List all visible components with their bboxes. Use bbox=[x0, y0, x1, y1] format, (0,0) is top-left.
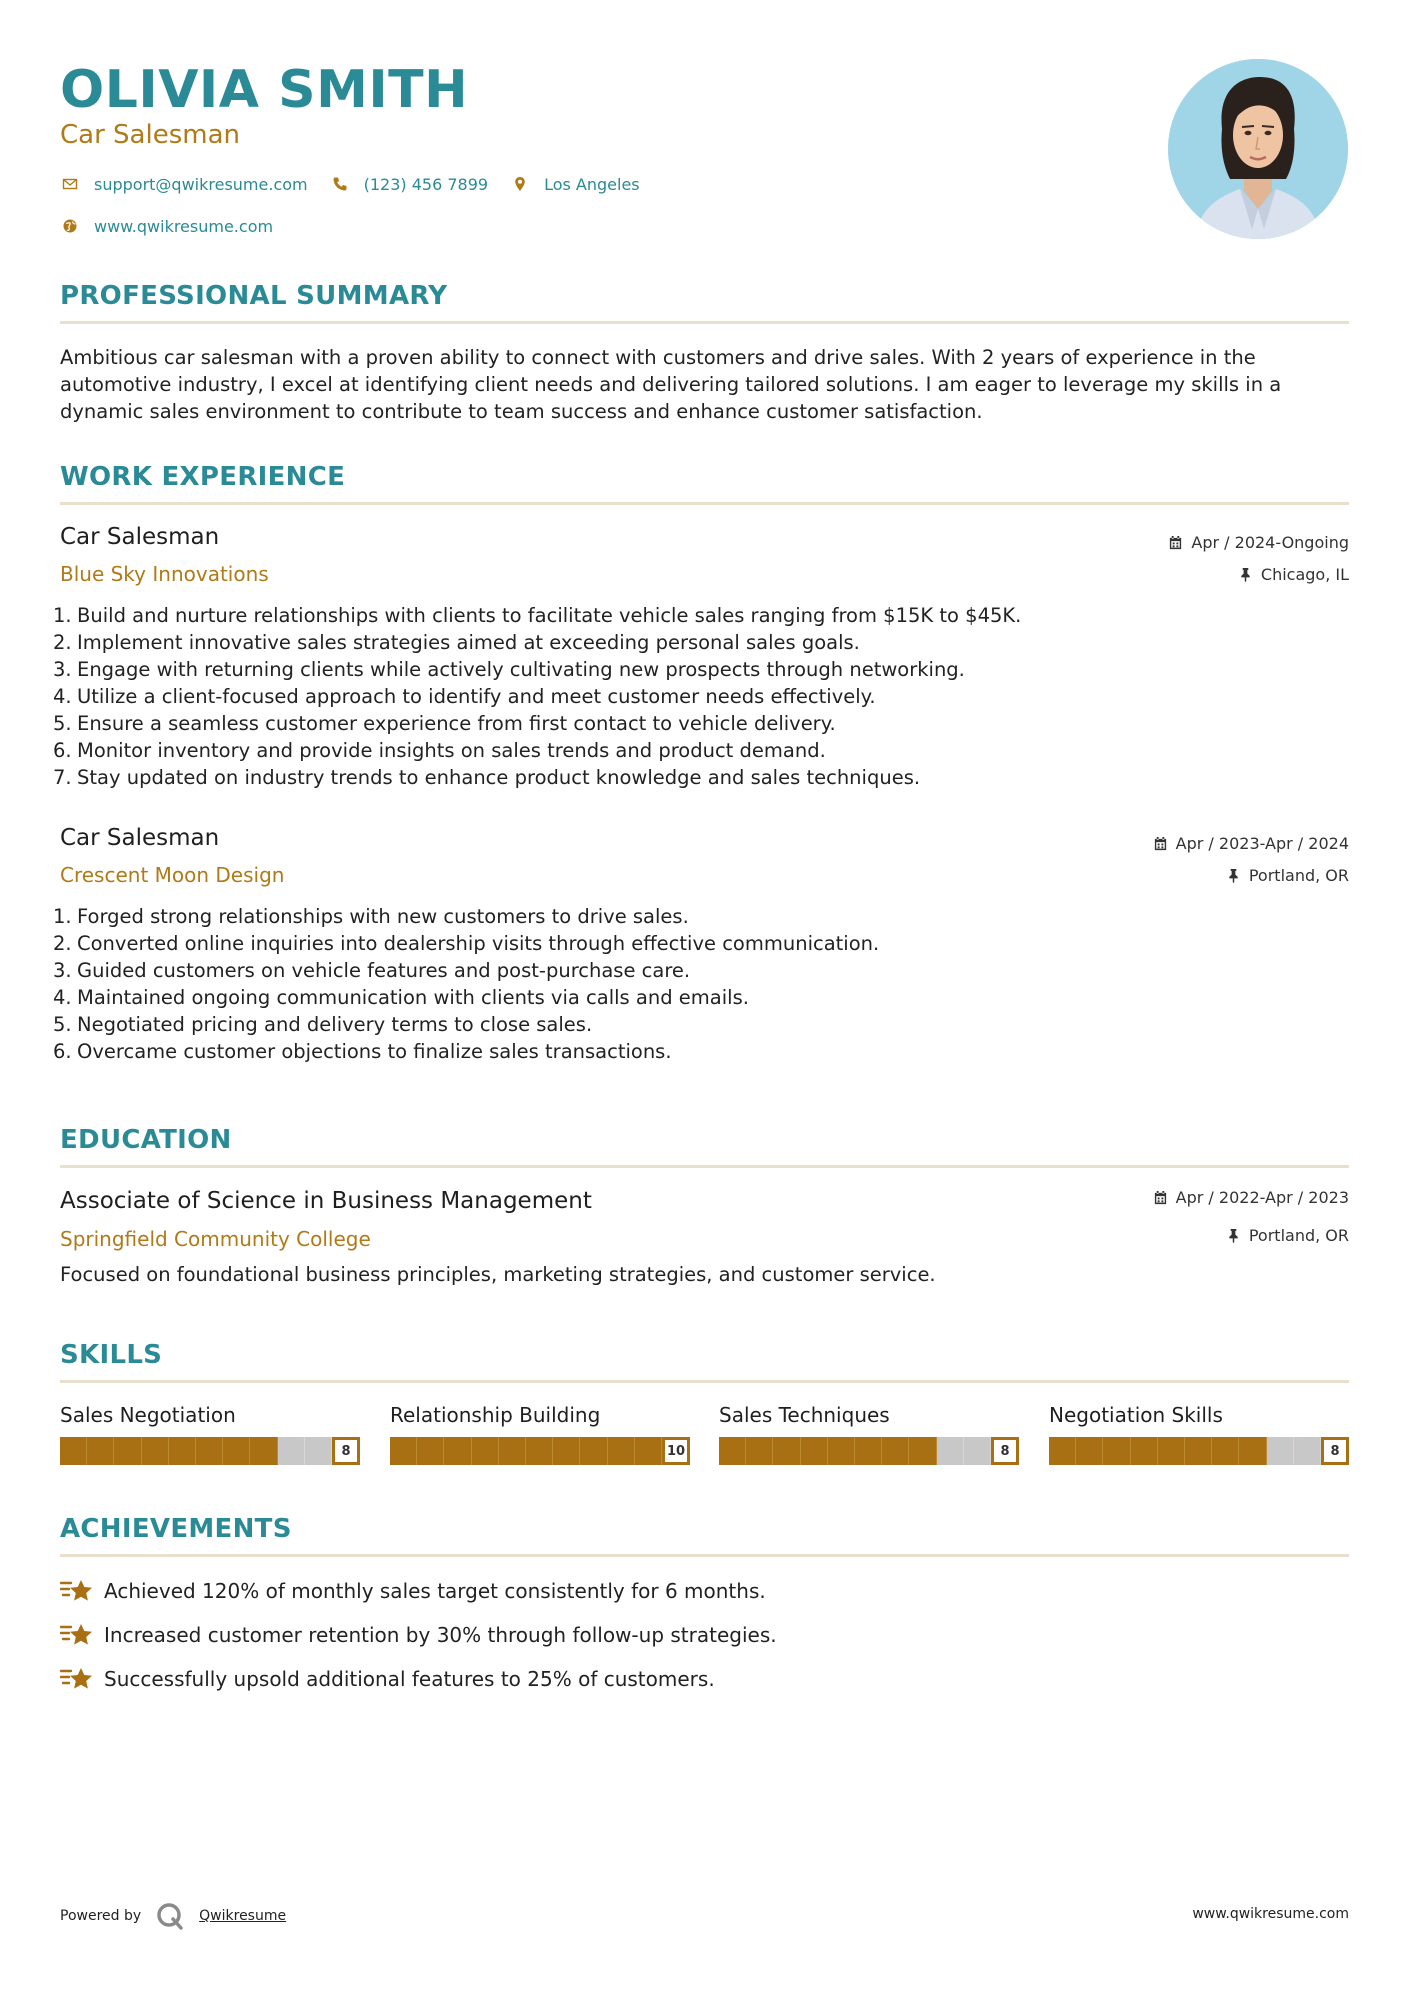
list-item: 4. Maintained ongoing communication with clients via calls and emails. bbox=[53, 986, 749, 1009]
phone-icon bbox=[330, 174, 350, 194]
skill-bar-segment bbox=[114, 1437, 141, 1465]
contact-row bbox=[60, 174, 662, 194]
list-item: 3. Guided customers on vehicle features and post-purchase care. bbox=[53, 959, 691, 982]
list-item: 5. Negotiated pricing and delivery terms to close sales. bbox=[53, 1013, 593, 1036]
skill-item bbox=[719, 1403, 1019, 1465]
school-name: Springfield Community College bbox=[60, 1227, 371, 1251]
qwikresume-link[interactable]: Qwikresume bbox=[199, 1908, 287, 1924]
skill-bar-segment bbox=[142, 1437, 169, 1465]
list-item: 2. Converted online inquiries into dealership visits through effective communication. bbox=[53, 932, 880, 955]
job-title: Car Salesman bbox=[60, 825, 220, 851]
experience-heading: WORK EXPERIENCE bbox=[60, 462, 346, 492]
skill-bar-segment bbox=[964, 1437, 991, 1465]
job-bullets bbox=[53, 602, 1349, 791]
job-dates bbox=[1153, 834, 1349, 853]
skill-name: Sales Negotiation bbox=[60, 1403, 236, 1427]
skill-item bbox=[390, 1403, 690, 1465]
skill-bar-segment bbox=[553, 1437, 580, 1465]
skill-bar-segment bbox=[1294, 1437, 1321, 1465]
skill-item bbox=[1049, 1403, 1349, 1465]
pushpin-icon bbox=[1226, 1228, 1241, 1243]
skills-heading: SKILLS bbox=[60, 1340, 163, 1370]
phone-contact[interactable] bbox=[330, 174, 488, 194]
achievement-item bbox=[60, 1665, 715, 1693]
job-location bbox=[1226, 866, 1349, 885]
list-item: 1. Build and nurture relationships with clients to facilitate vehicle sales ranging from $15K to $45K. bbox=[53, 604, 1022, 627]
section-divider bbox=[60, 1380, 1349, 1383]
phone-text[interactable]: (123) 456 7899 bbox=[363, 174, 489, 194]
skill-name: Sales Techniques bbox=[719, 1403, 890, 1427]
skill-bar-segment bbox=[526, 1437, 553, 1465]
calendar-icon bbox=[1153, 1190, 1168, 1205]
skill-bar-segment bbox=[87, 1437, 114, 1465]
skill-bar-segment bbox=[196, 1437, 223, 1465]
profile-photo bbox=[1168, 59, 1348, 239]
skill-bar-segment bbox=[305, 1437, 332, 1465]
skill-bar-segment bbox=[1185, 1437, 1212, 1465]
skill-score: 8 bbox=[1321, 1437, 1349, 1465]
resume-page bbox=[53, 0, 1349, 1990]
skill-bar-segment bbox=[444, 1437, 471, 1465]
skill-bar-segment bbox=[417, 1437, 444, 1465]
email-contact[interactable] bbox=[60, 174, 308, 194]
footer-website[interactable]: www.qwikresume.com bbox=[1192, 1906, 1349, 1922]
candidate-name: OLIVIA SMITH bbox=[60, 60, 469, 120]
skill-bar-segment bbox=[278, 1437, 305, 1465]
pushpin-icon bbox=[1226, 868, 1241, 883]
list-item: 1. Forged strong relationships with new customers to drive sales. bbox=[53, 905, 689, 928]
skill-bar-segment bbox=[828, 1437, 855, 1465]
skill-bar-segment bbox=[1049, 1437, 1076, 1465]
job-dates bbox=[1168, 533, 1349, 552]
shooting-star-icon bbox=[60, 1621, 94, 1649]
skill-bar-segment bbox=[746, 1437, 773, 1465]
achievement-text: Achieved 120% of monthly sales target consistently for 6 months. bbox=[104, 1579, 766, 1603]
job-company: Crescent Moon Design bbox=[60, 863, 285, 887]
skill-bar-segment bbox=[801, 1437, 828, 1465]
achievement-item bbox=[60, 1577, 766, 1605]
degree-title: Associate of Science in Business Management bbox=[60, 1188, 592, 1214]
skill-score: 8 bbox=[332, 1437, 360, 1465]
skill-bar-segment bbox=[773, 1437, 800, 1465]
globe-icon bbox=[60, 216, 80, 236]
skill-bar-segment bbox=[937, 1437, 964, 1465]
list-item: 6. Monitor inventory and provide insights on sales trends and product demand. bbox=[53, 739, 826, 762]
achievement-text: Successfully upsold additional features to 25% of customers. bbox=[104, 1667, 715, 1691]
skill-score: 10 bbox=[662, 1437, 690, 1465]
skill-bar-segment bbox=[882, 1437, 909, 1465]
section-divider bbox=[60, 1554, 1349, 1557]
job-company: Blue Sky Innovations bbox=[60, 562, 269, 586]
skill-bar bbox=[1049, 1437, 1349, 1465]
skill-bar-segment bbox=[608, 1437, 635, 1465]
education-location bbox=[1226, 1226, 1349, 1245]
skill-bar-segment bbox=[909, 1437, 936, 1465]
job-dates-text: Apr / 2023-Apr / 2024 bbox=[1175, 834, 1349, 853]
job-location-text: Chicago, IL bbox=[1260, 565, 1349, 584]
section-divider bbox=[60, 502, 1349, 505]
list-item: 4. Utilize a client-focused approach to identify and meet customer needs effectively. bbox=[53, 685, 876, 708]
qwikresume-logo-icon bbox=[155, 1901, 185, 1931]
achievement-item bbox=[60, 1621, 777, 1649]
skill-bar-segment bbox=[1239, 1437, 1266, 1465]
job-dates-text: Apr / 2024-Ongoing bbox=[1191, 533, 1349, 552]
skill-name: Negotiation Skills bbox=[1049, 1403, 1223, 1427]
skill-bar bbox=[719, 1437, 1019, 1465]
skill-bar-segment bbox=[390, 1437, 417, 1465]
contact-row-web bbox=[60, 216, 295, 236]
summary-text: Ambitious car salesman with a proven ability to connect with customers and drive sales. With 2 years of experience in the automotive industry, I excel at identifying client needs and delivering tailored solutions. I am eager to leverage my skills in a dynamic sales environment to contribute to team success and enhance customer satisfaction. bbox=[60, 346, 1282, 423]
footer-powered-by bbox=[60, 1901, 286, 1931]
education-heading: EDUCATION bbox=[60, 1125, 232, 1155]
skill-item bbox=[60, 1403, 360, 1465]
skill-bar-segment bbox=[635, 1437, 662, 1465]
location-contact bbox=[510, 174, 640, 194]
candidate-role: Car Salesman bbox=[60, 120, 240, 150]
skill-bar bbox=[60, 1437, 360, 1465]
skill-bar-segment bbox=[250, 1437, 277, 1465]
education-description: Focused on foundational business principles, marketing strategies, and customer service. bbox=[60, 1263, 936, 1286]
pushpin-icon bbox=[1238, 567, 1253, 582]
skill-bar-segment bbox=[60, 1437, 87, 1465]
achievements-heading: ACHIEVEMENTS bbox=[60, 1514, 292, 1544]
list-item: 5. Ensure a seamless customer experience from first contact to vehicle delivery. bbox=[53, 712, 836, 735]
skill-bar-segment bbox=[855, 1437, 882, 1465]
location-text: Los Angeles bbox=[544, 174, 640, 194]
shooting-star-icon bbox=[60, 1577, 94, 1605]
skill-bar-segment bbox=[499, 1437, 526, 1465]
skill-bar-segment bbox=[223, 1437, 250, 1465]
skill-name: Relationship Building bbox=[390, 1403, 601, 1427]
job-location-text: Portland, OR bbox=[1248, 866, 1349, 885]
skill-bar-segment bbox=[1131, 1437, 1158, 1465]
job-bullets bbox=[53, 903, 1349, 1065]
website-contact[interactable] bbox=[60, 216, 273, 236]
skill-bar-segment bbox=[580, 1437, 607, 1465]
calendar-icon bbox=[1153, 836, 1168, 851]
envelope-icon bbox=[60, 174, 80, 194]
list-item: 7. Stay updated on industry trends to enhance product knowledge and sales techniques. bbox=[53, 766, 921, 789]
skill-bar-segment bbox=[1103, 1437, 1130, 1465]
section-divider bbox=[60, 321, 1349, 324]
achievement-text: Increased customer retention by 30% through follow-up strategies. bbox=[104, 1623, 777, 1647]
job-location bbox=[1238, 565, 1349, 584]
skill-score: 8 bbox=[991, 1437, 1019, 1465]
map-pin-icon bbox=[510, 174, 530, 194]
website-text[interactable]: www.qwikresume.com bbox=[94, 216, 274, 236]
skill-bar-segment bbox=[472, 1437, 499, 1465]
education-dates-text: Apr / 2022-Apr / 2023 bbox=[1175, 1188, 1349, 1207]
summary-heading: PROFESSIONAL SUMMARY bbox=[60, 281, 448, 311]
email-text[interactable]: support@qwikresume.com bbox=[94, 174, 308, 194]
section-divider bbox=[60, 1165, 1349, 1168]
job-title: Car Salesman bbox=[60, 524, 220, 550]
list-item: 6. Overcame customer objections to finalize sales transactions. bbox=[53, 1040, 672, 1063]
education-location-text: Portland, OR bbox=[1248, 1226, 1349, 1245]
skill-bar bbox=[390, 1437, 690, 1465]
skill-bar-segment bbox=[169, 1437, 196, 1465]
skill-bar-segment bbox=[1158, 1437, 1185, 1465]
education-dates bbox=[1153, 1188, 1349, 1207]
skill-bar-segment bbox=[1076, 1437, 1103, 1465]
powered-by-label: Powered by bbox=[60, 1908, 142, 1924]
list-item: 3. Engage with returning clients while actively cultivating new prospects through networking. bbox=[53, 658, 965, 681]
calendar-icon bbox=[1168, 535, 1183, 550]
shooting-star-icon bbox=[60, 1665, 94, 1693]
skill-bar-segment bbox=[719, 1437, 746, 1465]
skill-bar-segment bbox=[1212, 1437, 1239, 1465]
list-item: 2. Implement innovative sales strategies aimed at exceeding personal sales goals. bbox=[53, 631, 860, 654]
skill-bar-segment bbox=[1267, 1437, 1294, 1465]
